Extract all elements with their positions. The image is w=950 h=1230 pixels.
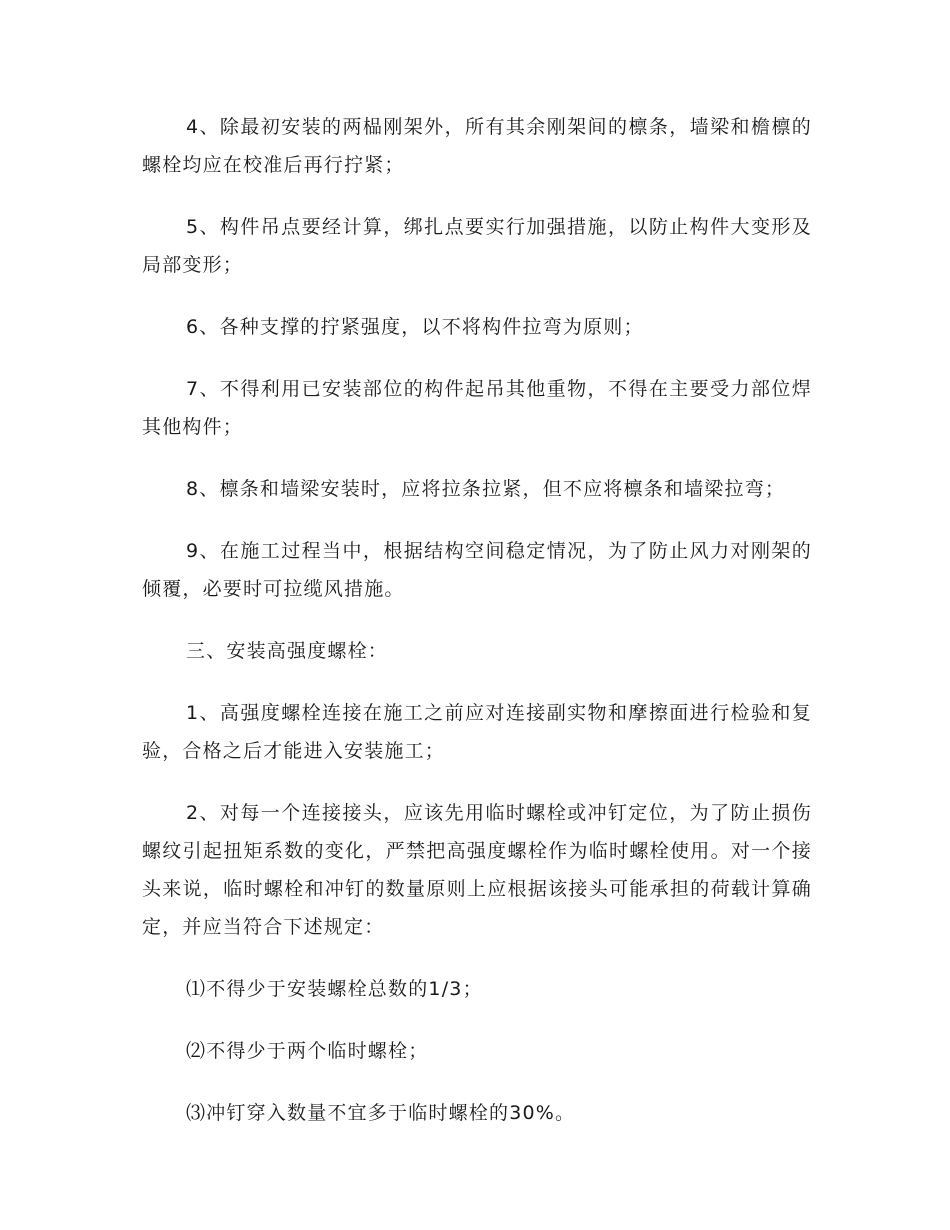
- paragraph-item-5: 5、构件吊点要经计算，绑扎点要实行加强措施，以防止构件大变形及局部变形；: [142, 216, 812, 276]
- sub-item-2: ⑵不得少于两个临时螺栓；: [186, 1040, 429, 1062]
- paragraph-item-8: 8、檩条和墙梁安装时，应将拉条拉紧，但不应将檩条和墙梁拉弯；: [186, 478, 786, 500]
- paragraph-item-4: 4、除最初安装的两榀刚架外，所有其余刚架间的檩条，墙梁和檐檩的螺栓均应在校准后再行拧紧；: [142, 116, 812, 176]
- paragraph-item-6: 6、各种支撑的拧紧强度，以不将构件拉弯为原则；: [186, 316, 644, 338]
- sub-item-3: ⑶冲钉穿入数量不宜多于临时螺栓的30%。: [186, 1102, 576, 1124]
- paragraph-item-2: 2、对每一个连接接头，应该先用临时螺栓或冲钉定位，为了防止损伤螺纹引起扭矩系数的变化，严禁把高强度螺栓作为临时螺栓使用。对一个接头来说，临时螺栓和冲钉的数量原则上应根据该接头可能承担的荷载计算确定，并应当符合下述规定：: [142, 802, 812, 938]
- paragraph-item-7: 7、不得利用已安装部位的构件起吊其他重物，不得在主要受力部位焊其他构件；: [142, 378, 812, 438]
- paragraph-item-1: 1、高强度螺栓连接在施工之前应对连接副实物和摩擦面进行检验和复验，合格之后才能进入安装施工；: [142, 702, 812, 762]
- paragraph-item-9: 9、在施工过程当中，根据结构空间稳定情况，为了防止风力对刚架的倾覆，必要时可拉缆风措施。: [142, 540, 812, 600]
- section-heading-3: 三、安装高强度螺栓：: [186, 640, 389, 662]
- document-body: [142, 108, 812, 1156]
- sub-item-1: ⑴不得少于安装螺栓总数的1/3；: [186, 978, 483, 1000]
